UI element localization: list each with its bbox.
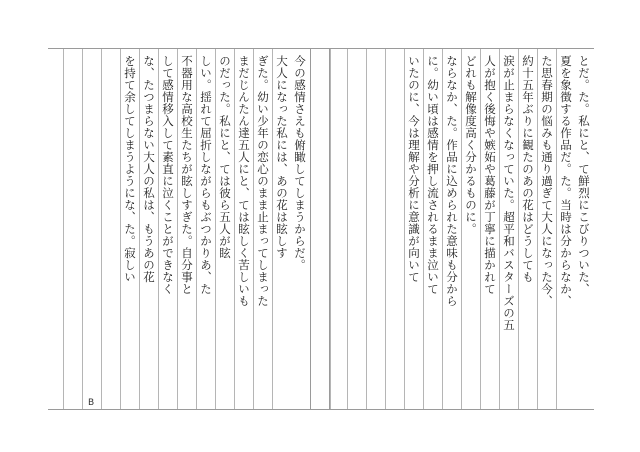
column-text: を持て余してしまうようにな、た。寂しい — [123, 55, 137, 283]
column-text: まだじんたん達五人にと、ては眩しく苦しいも — [237, 55, 251, 307]
column-text: 約十五年ぶりに観たのあの花はどうしても — [521, 55, 535, 283]
column-text: 夏を象徴する作品だ。た。当時は分からなか、 — [559, 55, 573, 307]
manuscript-column — [575, 49, 594, 409]
column-text: いたのに、今は理解や分析に意識が向いて — [407, 55, 421, 283]
center-gutter — [310, 49, 330, 409]
blank-column — [347, 49, 366, 409]
left-half — [48, 49, 310, 409]
column-text: ならなか、た。作品に込められた意味も分から — [445, 55, 459, 307]
manuscript-column — [234, 49, 253, 409]
manuscript-column — [139, 49, 158, 409]
column-text: 今の感情さえも俯瞰してしまうからだ。 — [293, 55, 307, 271]
manuscript-column — [423, 49, 442, 409]
footer-mark: B — [88, 398, 95, 408]
manuscript-column — [480, 49, 499, 409]
manuscript-column — [253, 49, 272, 409]
manuscript-column — [442, 49, 461, 409]
column-text: た思春期の悩みも通り過ぎて大人になった今、 — [540, 55, 554, 307]
column-text: 人が抱く後悔や嫉妬や葛藤が丁寧に描かれて — [483, 55, 497, 295]
column-text: のだった。私にと、ては彼ら五人が眩 — [218, 55, 232, 259]
blank-column — [82, 49, 101, 409]
column-text: どれも解像度高く分かるものに。 — [464, 55, 478, 235]
manuscript-column — [404, 49, 423, 409]
manuscript-column — [461, 49, 480, 409]
blank-column — [366, 49, 385, 409]
column-text: して感情移入して素直に泣くことができなく — [161, 55, 175, 295]
genkouyoushi-sheet — [48, 48, 594, 410]
column-text: な、たつまらない大人の私は、もうあの花 — [142, 55, 156, 283]
blank-column — [330, 49, 349, 409]
column-text: 大人になった私には、あの花は眩しす — [275, 55, 289, 259]
blank-column — [101, 49, 120, 409]
manuscript-column — [215, 49, 234, 409]
column-text: 涙が止まらなくなっていた。超平和バスターズの五 — [502, 55, 516, 331]
manuscript-column — [196, 49, 215, 409]
column-text: ぎた。幼い少年の恋心のまま止まってしまった — [256, 55, 270, 307]
manuscript-column — [537, 49, 556, 409]
column-text: しい。揺れて屈折しながらもぶつかりあ、た — [199, 55, 213, 295]
manuscript-column — [556, 49, 575, 409]
manuscript-column — [291, 49, 310, 409]
blank-column — [63, 49, 82, 409]
column-text: とだ。た。私にと、て鮮烈にこびりついた、 — [577, 55, 591, 295]
column-text: 不器用な高校生たちが眩しすぎた。自分事と — [180, 55, 194, 295]
blank-column — [385, 49, 404, 409]
manuscript-column — [518, 49, 537, 409]
column-text: に。幼い頃は感情を押し流されるまま泣いて — [426, 55, 440, 295]
manuscript-column — [499, 49, 518, 409]
manuscript-column — [272, 49, 291, 409]
manuscript-column — [158, 49, 177, 409]
right-half — [330, 49, 594, 409]
manuscript-column — [177, 49, 196, 409]
manuscript-column — [120, 49, 139, 409]
